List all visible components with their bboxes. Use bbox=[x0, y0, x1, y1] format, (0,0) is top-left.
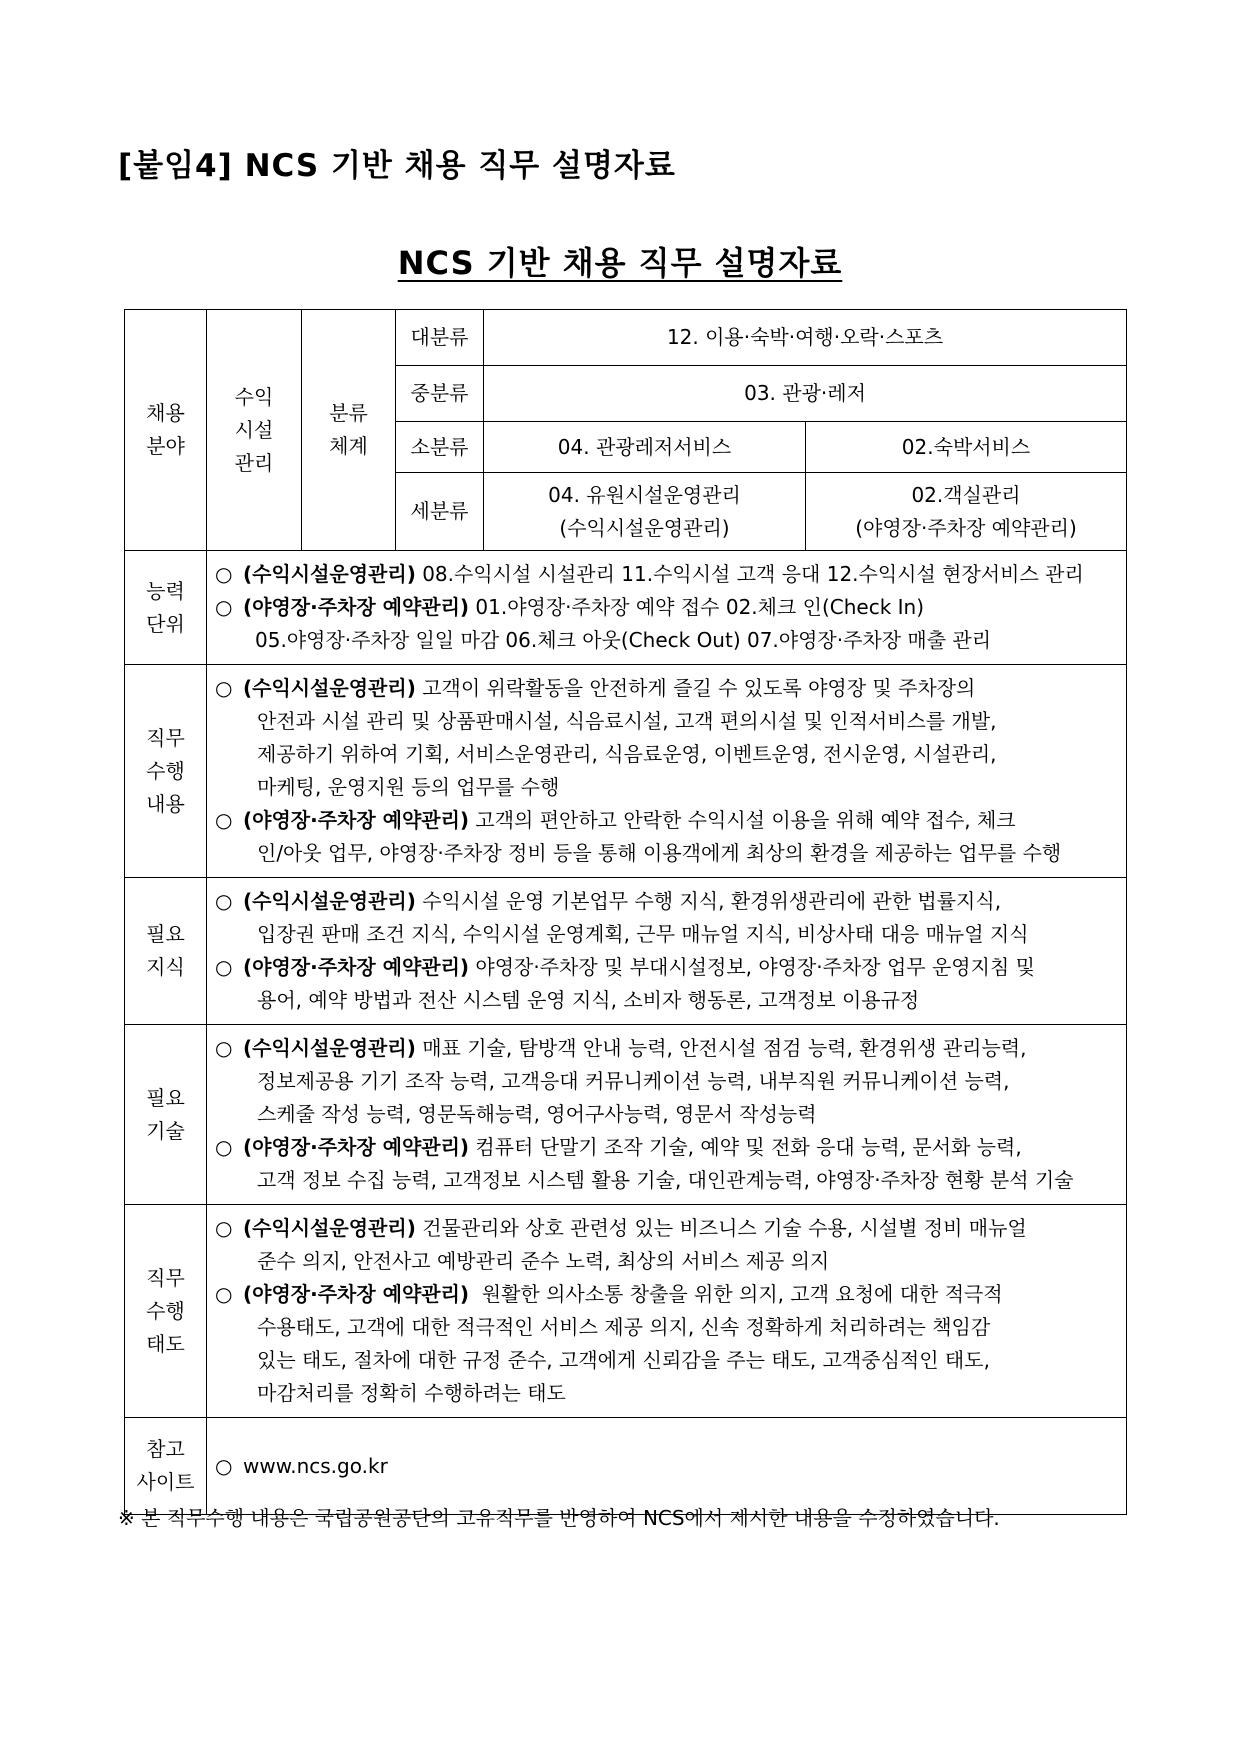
content-text: 스케줄 작성 능력, 영문독해능력, 영어구사능력, 영문서 작성능력 bbox=[257, 1102, 817, 1126]
bullet-circle-icon: ○ bbox=[215, 1135, 233, 1159]
bullet-circle-icon: ○ bbox=[215, 889, 233, 913]
content-text: 건물관리와 상호 관련성 있는 비즈니스 기술 수용, 시설별 정비 매뉴얼 bbox=[415, 1216, 1027, 1240]
content-text: 있는 태도, 절차에 대한 규정 준수, 고객에게 신뢰감을 주는 태도, 고객중심적인 태도, bbox=[257, 1348, 990, 1372]
content-text: 고객이 위락활동을 안전하게 즐길 수 있도록 야영장 및 주차장의 bbox=[415, 676, 976, 700]
content-line bbox=[215, 1065, 1118, 1098]
content-line bbox=[215, 951, 1118, 984]
middle-label: 중분류 bbox=[396, 366, 484, 422]
content-line bbox=[215, 591, 1118, 624]
content-text: 수익시설 운영 기본업무 수행 지식, 환경위생관리에 관한 법률지식, bbox=[415, 889, 1002, 913]
content-text: 고객의 편안하고 안락한 수익시설 이용을 위해 예약 접수, 체크 bbox=[469, 808, 1016, 832]
bullet-circle-icon: ○ bbox=[215, 808, 233, 832]
table-row bbox=[125, 878, 1127, 1025]
classification-label-line: 체계 bbox=[329, 434, 368, 458]
content-line bbox=[215, 984, 1118, 1017]
content-text: 고객 정보 수집 능력, 고객정보 시스템 활용 기술, 대인관계능력, 야영장·주차장 현황 분석 기술 bbox=[257, 1168, 1074, 1192]
content-text: 야영장·주차장 및 부대시설정보, 야영장·주차장 업무 운영지침 및 bbox=[469, 955, 1035, 979]
table-row bbox=[125, 1418, 1127, 1515]
row-content-cell bbox=[207, 1205, 1127, 1418]
row-content-cell bbox=[207, 878, 1127, 1025]
field-label-line: 채용 bbox=[146, 401, 185, 425]
category-label: (수익시설운영관리) bbox=[243, 1036, 416, 1060]
row-label-line: 직무 bbox=[146, 725, 185, 750]
detail-value bbox=[806, 473, 1127, 551]
row-label-line: 내용 bbox=[146, 791, 185, 816]
row-label-line: 직무 bbox=[146, 1265, 185, 1290]
row-label-line: 기술 bbox=[146, 1118, 185, 1143]
row-label-cell bbox=[125, 665, 207, 878]
row-label-line: 필요 bbox=[146, 1085, 185, 1110]
category-label: (야영장·주차장 예약관리) bbox=[243, 955, 470, 979]
bullet-circle-icon: ○ bbox=[215, 676, 233, 700]
category-label: (야영장·주차장 예약관리) bbox=[243, 808, 470, 832]
bullet-circle-icon: ○ bbox=[215, 595, 233, 619]
content-line bbox=[215, 1278, 1118, 1311]
bullet-circle-icon: ○ bbox=[215, 1216, 233, 1240]
bullet-circle-icon: ○ bbox=[215, 955, 233, 979]
bullet-circle-icon: ○ bbox=[215, 1282, 233, 1306]
table-row bbox=[125, 665, 1127, 878]
row-label-cell bbox=[125, 551, 207, 665]
table-row bbox=[125, 551, 1127, 665]
content-text: 제공하기 위하여 기획, 서비스운영관리, 식음료운영, 이벤트운영, 전시운영, 시설관리, bbox=[257, 742, 997, 766]
content-line bbox=[215, 1344, 1118, 1377]
content-line bbox=[215, 1131, 1118, 1164]
category-label: (야영장·주차장 예약관리) bbox=[243, 595, 470, 619]
bullet-circle-icon: ○ bbox=[215, 1453, 233, 1478]
category-label: (수익시설운영관리) bbox=[243, 1216, 416, 1240]
content-line bbox=[215, 624, 1118, 657]
content-text: 안전과 시설 관리 및 상품판매시설, 식음료시설, 고객 편의시설 및 인적서비스를 개발, bbox=[257, 709, 997, 733]
detail-value-line: (야영장·주차장 예약관리) bbox=[855, 515, 1077, 540]
main-title bbox=[0, 238, 1240, 284]
attachment-title: [붙임4] NCS 기반 채용 직무 설명자료 bbox=[118, 148, 676, 184]
content-line bbox=[215, 837, 1118, 870]
content-text: 매표 기술, 탐방객 안내 능력, 안전시설 점검 능력, 환경위생 관리능력, bbox=[415, 1036, 1027, 1060]
content-text: 마케팅, 운영지원 등의 업무를 수행 bbox=[257, 775, 560, 799]
row-content-cell bbox=[207, 665, 1127, 878]
content-line bbox=[215, 1377, 1118, 1410]
classification-label-line: 분류 bbox=[329, 401, 368, 425]
content-line bbox=[215, 918, 1118, 951]
footnote: ※ 본 직무수행 내용은 국립공원공단의 고유직무를 반영하여 NCS에서 제시한 내용을 수정하였습니다. bbox=[118, 1506, 1000, 1530]
content-line bbox=[215, 1164, 1118, 1197]
minor-value: 02.숙박서비스 bbox=[806, 422, 1127, 473]
content-text: 컴퓨터 단말기 조작 기술, 예약 및 전화 응대 능력, 문서화 능력, bbox=[469, 1135, 1022, 1159]
row-label-line: 필요 bbox=[146, 922, 185, 946]
content-line bbox=[215, 1212, 1118, 1245]
category-label: (수익시설운영관리) bbox=[243, 562, 416, 586]
row-label-cell bbox=[125, 1205, 207, 1418]
field-label-cell bbox=[125, 310, 207, 551]
table-row bbox=[125, 1205, 1127, 1418]
content-text: 입장권 판매 조건 지식, 수익시설 운영계획, 근무 매뉴얼 지식, 비상사태 대응 매뉴얼 지식 bbox=[257, 922, 1029, 946]
row-label-line: 사이트 bbox=[136, 1470, 195, 1494]
bullet-circle-icon: ○ bbox=[215, 562, 233, 586]
table-row bbox=[125, 1025, 1127, 1205]
content-line bbox=[215, 738, 1118, 771]
field-name-line: 시설 bbox=[234, 417, 274, 442]
content-line bbox=[215, 804, 1118, 837]
row-label-line: 수행 bbox=[146, 758, 185, 783]
content-line bbox=[215, 672, 1118, 705]
category-label: (수익시설운영관리) bbox=[243, 676, 416, 700]
content-line bbox=[215, 771, 1118, 804]
content-text: 준수 의지, 안전사고 예방관리 준수 노력, 최상의 서비스 제공 의지 bbox=[257, 1249, 830, 1273]
content-text: 마감처리를 정확히 수행하려는 태도 bbox=[257, 1381, 566, 1405]
bullet-circle-icon: ○ bbox=[215, 1036, 233, 1060]
content-text: 원활한 의사소통 창출을 위한 의지, 고객 요청에 대한 적극적 bbox=[469, 1282, 1003, 1306]
major-label: 대분류 bbox=[396, 310, 484, 366]
detail-value-line: (수익시설운영관리) bbox=[559, 515, 730, 540]
row-label-line: 수행 bbox=[146, 1298, 185, 1323]
major-value: 12. 이용·숙박·여행·오락·스포츠 bbox=[484, 310, 1127, 366]
category-label: (수익시설운영관리) bbox=[243, 889, 416, 913]
row-label-line: 지식 bbox=[146, 955, 185, 979]
detail-label: 세분류 bbox=[396, 473, 484, 551]
job-description-table bbox=[124, 309, 1127, 1515]
row-label-cell bbox=[125, 878, 207, 1025]
field-label-line: 분야 bbox=[146, 434, 185, 458]
detail-value-line: 04. 유원시설운영관리 bbox=[548, 482, 741, 507]
content-text: 정보제공용 기기 조작 능력, 고객응대 커뮤니케이션 능력, 내부직원 커뮤니케이션 능력, bbox=[257, 1069, 1010, 1093]
classification-label-cell bbox=[302, 310, 396, 551]
row-label-line: 단위 bbox=[146, 611, 185, 636]
main-title-text: NCS 기반 채용 직무 설명자료 bbox=[397, 244, 843, 282]
row-label-cell bbox=[125, 1418, 207, 1515]
content-line bbox=[215, 558, 1118, 591]
minor-value: 04. 관광레저서비스 bbox=[484, 422, 806, 473]
category-label: (야영장·주차장 예약관리) bbox=[243, 1135, 470, 1159]
content-text: 08.수익시설 시설관리 11.수익시설 고객 응대 12.수익시설 현장서비스 관리 bbox=[415, 562, 1084, 586]
row-label-line: 참고 bbox=[146, 1437, 185, 1461]
row-label-cell bbox=[125, 1025, 207, 1205]
row-label-line: 태도 bbox=[146, 1331, 185, 1356]
detail-value-line: 02.객실관리 bbox=[911, 482, 1021, 507]
row-label-line: 능력 bbox=[146, 578, 185, 603]
field-name-line: 관리 bbox=[234, 450, 274, 475]
field-name-cell bbox=[207, 310, 302, 551]
row-content-cell bbox=[207, 1418, 1127, 1515]
content-line bbox=[215, 1098, 1118, 1131]
content-text: 수용태도, 고객에 대한 적극적인 서비스 제공 의지, 신속 정확하게 처리하려는 책임감 bbox=[257, 1315, 991, 1339]
minor-label: 소분류 bbox=[396, 422, 484, 473]
content-text: 용어, 예약 방법과 전산 시스템 운영 지식, 소비자 행동론, 고객정보 이용규정 bbox=[257, 988, 920, 1012]
content-line bbox=[215, 1450, 1118, 1483]
content-text: 05.야영장·주차장 일일 마감 06.체크 아웃(Check Out) 07.야영장·주차장 매출 관리 bbox=[255, 628, 992, 652]
content-text: 01.야영장·주차장 예약 접수 02.체크 인(Check In) bbox=[469, 595, 925, 619]
reference-site-link[interactable]: www.ncs.go.kr bbox=[243, 1453, 388, 1478]
content-line bbox=[215, 705, 1118, 738]
row-content-cell bbox=[207, 1025, 1127, 1205]
content-line bbox=[215, 1245, 1118, 1278]
detail-value bbox=[484, 473, 806, 551]
content-text: 인/아웃 업무, 야영장·주차장 정비 등을 통해 이용객에게 최상의 환경을 제공하는 업무를 수행 bbox=[257, 841, 1062, 865]
row-content-cell bbox=[207, 551, 1127, 665]
content-line bbox=[215, 1032, 1118, 1065]
field-name-line: 수익 bbox=[234, 384, 274, 409]
middle-value: 03. 관광·레저 bbox=[484, 366, 1127, 422]
content-line bbox=[215, 1311, 1118, 1344]
category-label: (야영장·주차장 예약관리) bbox=[243, 1282, 470, 1306]
content-line bbox=[215, 885, 1118, 918]
